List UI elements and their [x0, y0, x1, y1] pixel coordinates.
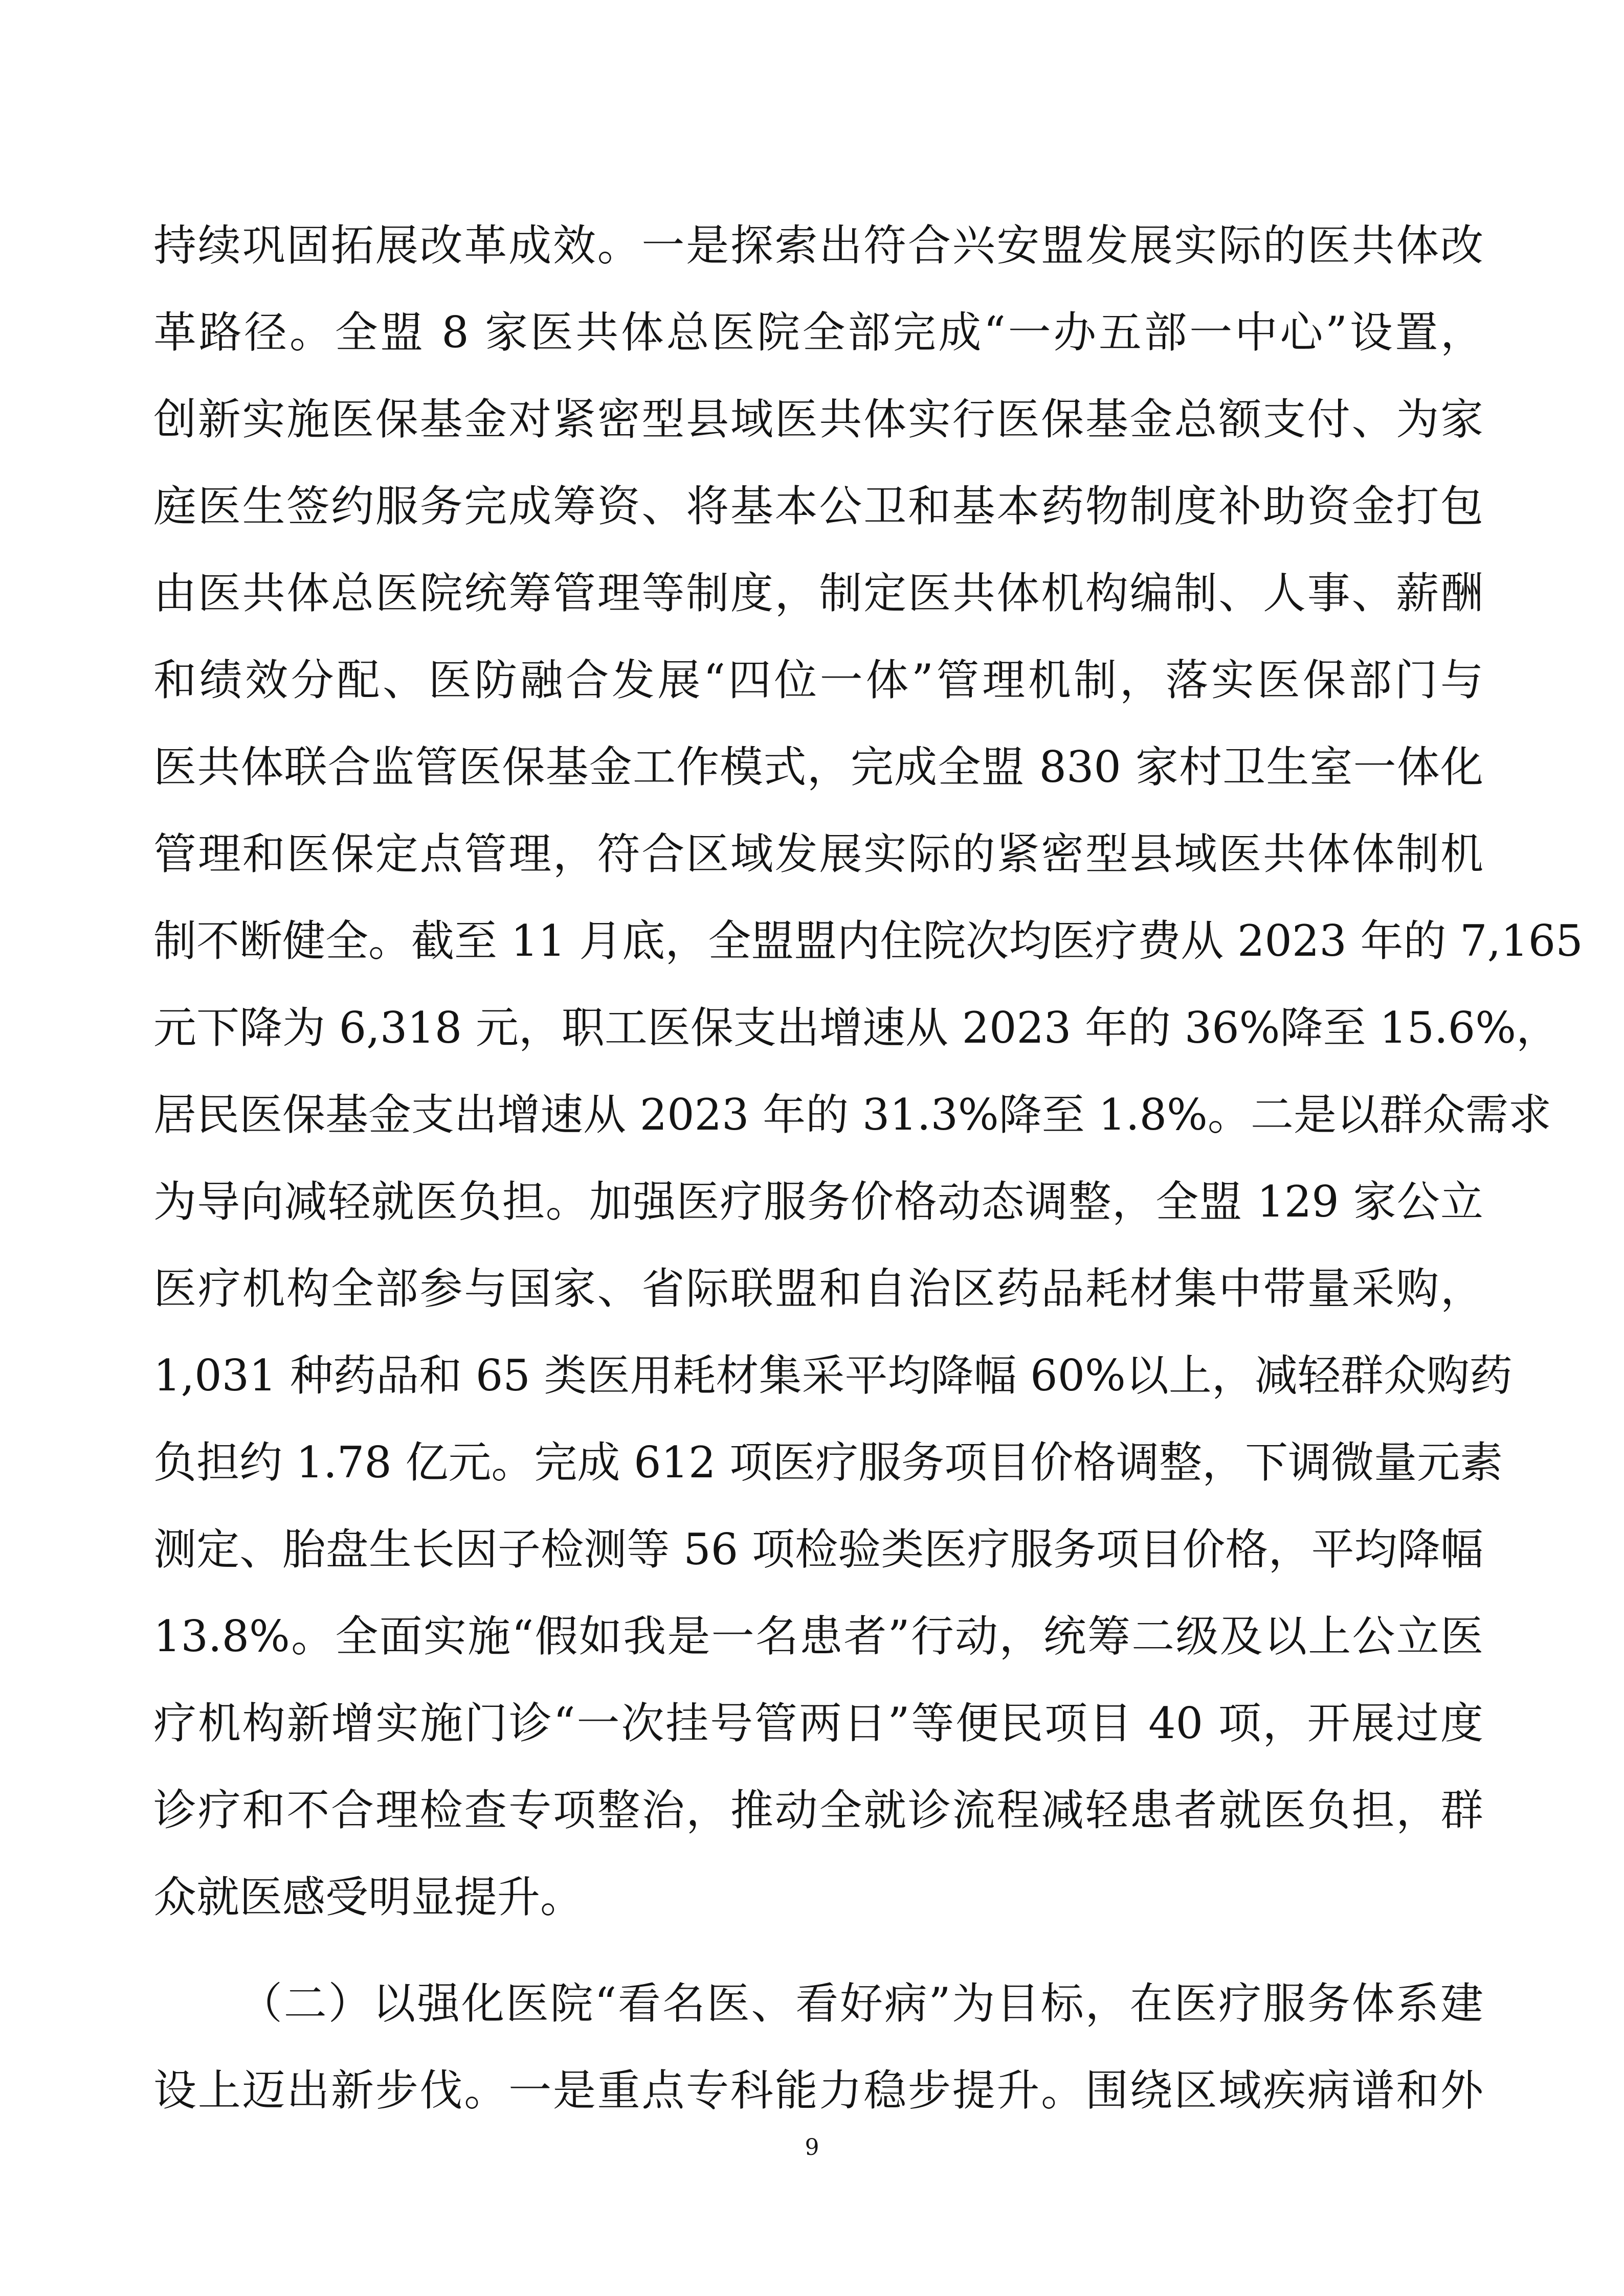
text-line: 管理和医保定点管理，符合区域发展实际的紧密型县域医共体体制机 [153, 829, 1483, 879]
body-text [153, 202, 1583, 2134]
text-line: 医疗机构全部参与国家、省际联盟和自治区药品耗材集中带量采购， [153, 1264, 1483, 1314]
text-line: 诊疗和不合理检查专项整治，推动全就诊流程减轻患者就医负担，群 [153, 1785, 1483, 1835]
text-line: 众就医感受明显提升。 [153, 1872, 584, 1922]
text-line: 为导向减轻就医负担。加强医疗服务价格动态调整，全盟 129 家公立 [153, 1177, 1483, 1227]
text-line: 疗机构新增实施门诊“一次挂号管两日”等便民项目 40 项，开展过度 [153, 1698, 1483, 1748]
text-line: 测定、胎盘生长因子检测等 56 项检验类医疗服务项目价格，平均降幅 [153, 1524, 1483, 1574]
text-line: 由医共体总医院统筹管理等制度，制定医共体机构编制、人事、薪酬 [153, 568, 1483, 618]
page-number: 9 [805, 2134, 819, 2160]
text-line: 居民医保基金支出增速从 2023 年的 31.3%降至 1.8%。二是以群众需求 [153, 1090, 1551, 1140]
text-line: 革路径。全盟 8 家医共体总医院全部完成“一办五部一中心”设置， [153, 307, 1483, 357]
text-line: 和绩效分配、医防融合发展“四位一体”管理机制，落实医保部门与 [153, 655, 1483, 705]
text-line: 13.8%。全面实施“假如我是一名患者”行动，统筹二级及以上公立医 [153, 1611, 1483, 1661]
text-line: 设上迈出新步伐。一是重点专科能力稳步提升。围绕区域疾病谱和外 [153, 2065, 1483, 2115]
text-line: 创新实施医保基金对紧密型县域医共体实行医保基金总额支付、为家 [153, 394, 1483, 444]
text-line: 庭医生签约服务完成筹资、将基本公卫和基本药物制度补助资金打包 [153, 481, 1483, 531]
text-line: 制不断健全。截至 11 月底，全盟盟内住院次均医疗费从 2023 年的 7,165 [153, 916, 1583, 966]
paragraph-gap [153, 1941, 1483, 1960]
text-line: 1,031 种药品和 65 类医用耗材集采平均降幅 60%以上，减轻群众购药 [153, 1350, 1512, 1401]
text-line: （二）以强化医院“看名医、看好病”为目标，在医疗服务体系建 [239, 1978, 1483, 2029]
text-line: 元下降为 6,318 元，职工医保支出增速从 2023 年的 36%降至 15.6%， [153, 1003, 1560, 1053]
text-line: 负担约 1.78 亿元。完成 612 项医疗服务项目价格调整，下调微量元素 [153, 1437, 1503, 1488]
text-line: 医共体联合监管医保基金工作模式，完成全盟 830 家村卫生室一体化 [153, 742, 1483, 792]
text-line: 持续巩固拓展改革成效。一是探索出符合兴安盟发展实际的医共体改 [153, 220, 1483, 271]
